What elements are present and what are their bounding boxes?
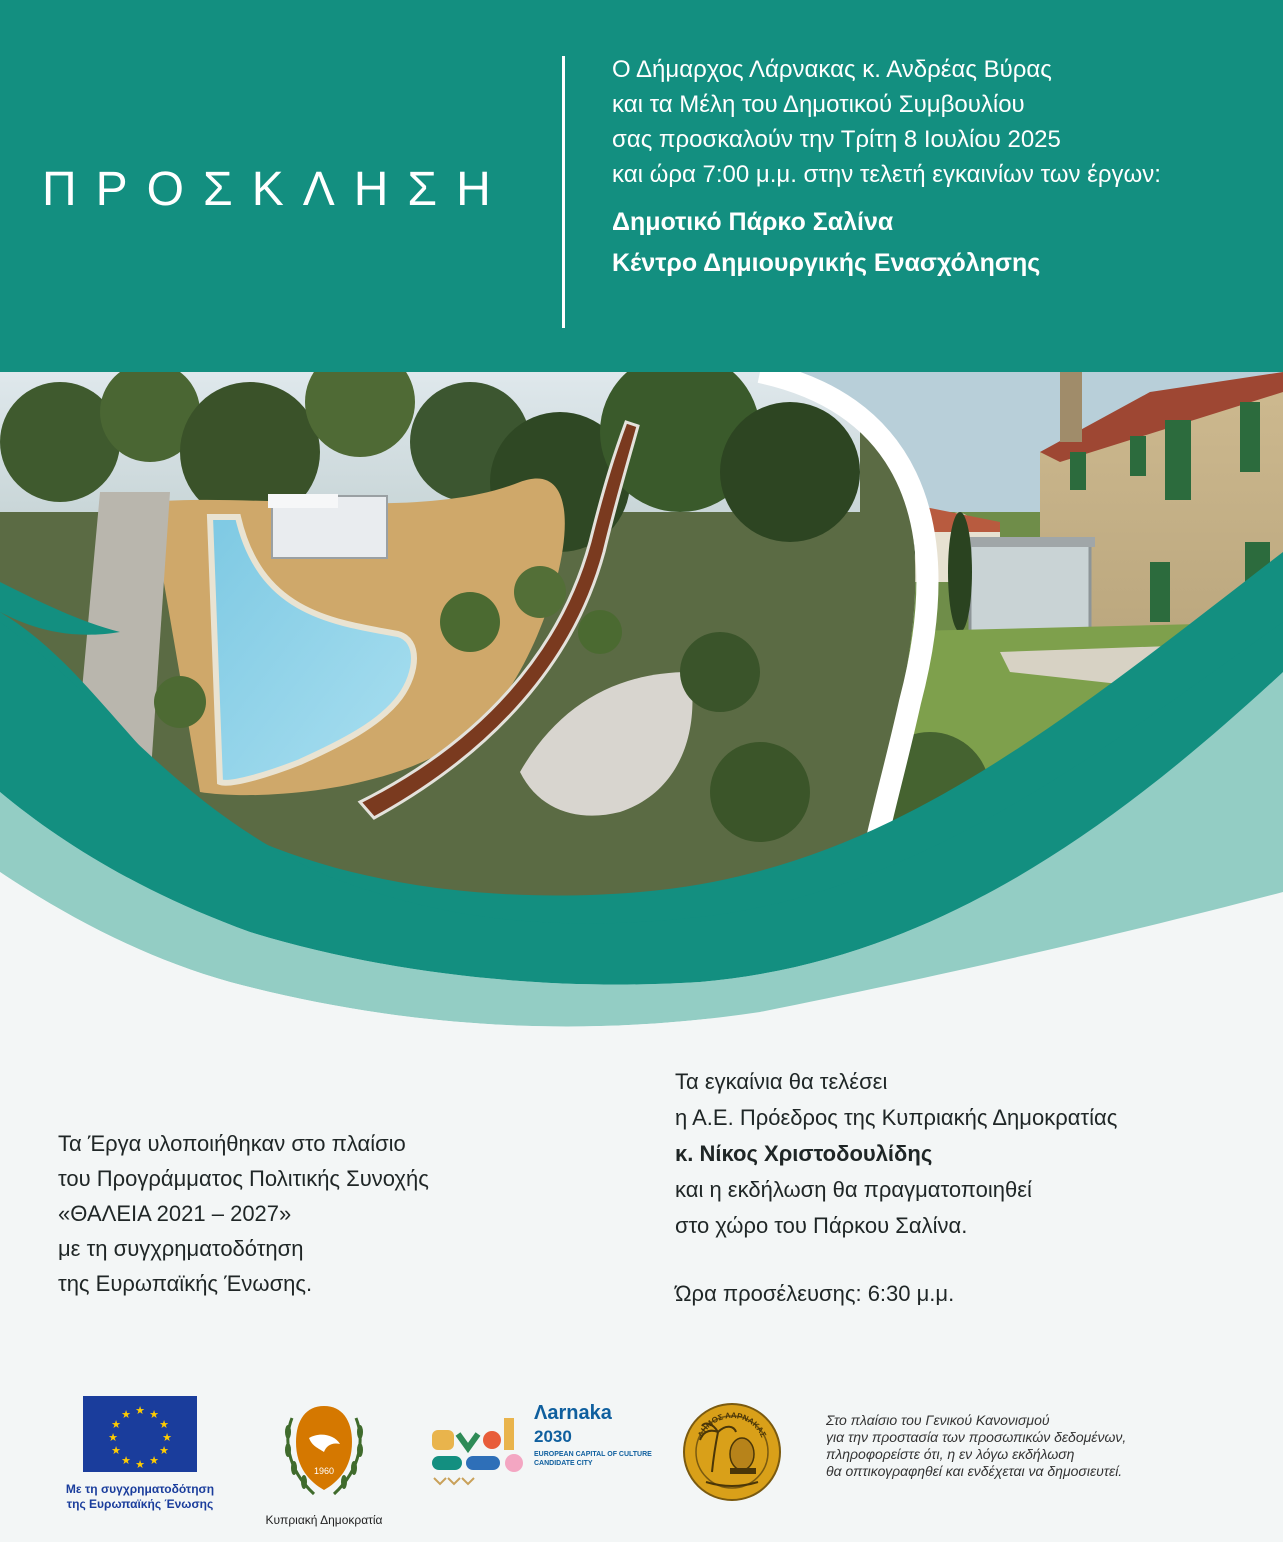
larnaka-subtitle: CANDIDATE CITY: [534, 1460, 593, 1467]
larnaka-2030-logo: [430, 1400, 652, 1496]
svg-text:★: ★: [162, 1431, 172, 1444]
ceremony-details: [675, 1064, 1255, 1312]
eu-flag-icon: [83, 1396, 197, 1472]
president-name: κ. Νίκος Χριστοδουλίδης: [675, 1141, 933, 1166]
svg-text:★: ★: [135, 1404, 145, 1417]
funding-line: «ΘΑΛΕΙΑ 2021 – 2027»: [58, 1201, 292, 1226]
eu-caption: Με τη συγχρηματοδότηση: [65, 1482, 215, 1496]
project-name: Δημοτικό Πάρκο Σαλίνα: [612, 208, 894, 236]
larnaka-icon: [430, 1400, 530, 1496]
svg-text:★: ★: [159, 1444, 169, 1457]
ceremony-line: στο χώρο του Πάρκου Σαλίνα.: [675, 1213, 968, 1238]
larnaka-municipality-seal: [682, 1402, 782, 1507]
svg-text:★: ★: [121, 1454, 131, 1467]
park-photo-area: [0, 372, 1283, 1092]
park-photo: [0, 372, 1283, 1092]
gdpr-line: θα οπτικογραφηθεί και ενδέχεται να δημοσιευτεί.: [826, 1463, 1123, 1479]
ceremony-line: η Α.Ε. Πρόεδρος της Κυπριακής Δημοκρατίας: [675, 1105, 1118, 1130]
funding-statement: [58, 1126, 578, 1301]
arrival-time: Ώρα προσέλευσης: 6:30 μ.μ.: [675, 1281, 955, 1306]
svg-text:★: ★: [111, 1418, 121, 1431]
ceremony-line: και η εκδήλωση θα πραγματοποιηθεί: [675, 1177, 1032, 1202]
invitation-title: ΠΡΟΣΚΛΗΣΗ: [42, 163, 510, 216]
cyprus-dove-icon: [274, 1398, 374, 1502]
funding-line: Τα Έργα υλοποιήθηκαν στο πλαίσιο: [58, 1131, 406, 1156]
ceremony-line: Τα εγκαίνια θα τελέσει: [675, 1069, 888, 1094]
svg-text:★: ★: [111, 1444, 121, 1457]
svg-text:★: ★: [159, 1418, 169, 1431]
funding-line: με τη συγχρηματοδότηση: [58, 1236, 304, 1261]
svg-text:★: ★: [108, 1431, 118, 1444]
cyprus-emblem: [258, 1398, 390, 1527]
cyprus-caption: Κυπριακή Δημοκρατία: [265, 1513, 383, 1527]
funding-line: της Ευρωπαϊκής Ένωσης.: [58, 1271, 313, 1296]
eu-logo: [54, 1396, 226, 1512]
invite-line: σας προσκαλούν την Τρίτη 8 Ιουλίου 2025: [612, 126, 1061, 153]
svg-text:★: ★: [121, 1408, 131, 1421]
larnaka-subtitle: EUROPEAN CAPITAL OF CULTURE: [534, 1451, 652, 1458]
larnaka-name: Λarnaka: [534, 1402, 612, 1424]
invite-line: και τα Μέλη του Δημοτικού Συμβουλίου: [612, 91, 1025, 118]
project-name: Κέντρο Δημιουργικής Ενασχόλησης: [612, 249, 1041, 277]
gdpr-line: Στο πλαίσιο του Γενικού Κανονισμού: [826, 1412, 1050, 1428]
cyprus-year: 1960: [313, 1466, 335, 1476]
funding-line: του Προγράμματος Πολιτικής Συνοχής: [58, 1166, 429, 1191]
eu-caption: της Ευρωπαϊκής Ένωσης: [66, 1497, 214, 1511]
invitation-text: [612, 52, 1252, 283]
svg-text:★: ★: [135, 1458, 145, 1471]
header-band: [0, 0, 1283, 372]
pool-building-roof: [268, 494, 338, 508]
gdpr-line: πληροφορείστε ότι, η εν λόγω εκδήλωση: [826, 1446, 1075, 1462]
municipality-seal-icon: [682, 1402, 782, 1502]
header-divider: [562, 56, 565, 328]
seal-text: ΔΗΜΟΣ ΛΑΡΝΑΚΑΣ: [696, 1410, 768, 1439]
gdpr-line: για την προστασία των προσωπικών δεδομένων,: [826, 1429, 1127, 1445]
larnaka-year: 2030: [534, 1427, 572, 1446]
gdpr-notice: [826, 1412, 1256, 1480]
svg-text:★: ★: [149, 1408, 159, 1421]
svg-text:★: ★: [149, 1454, 159, 1467]
footer-logos: [0, 1380, 1283, 1542]
invite-line: και ώρα 7:00 μ.μ. στην τελετή εγκαινίων των έργων:: [612, 161, 1161, 188]
invite-line: Ο Δήμαρχος Λάρνακας κ. Ανδρέας Βύρας: [612, 56, 1052, 83]
